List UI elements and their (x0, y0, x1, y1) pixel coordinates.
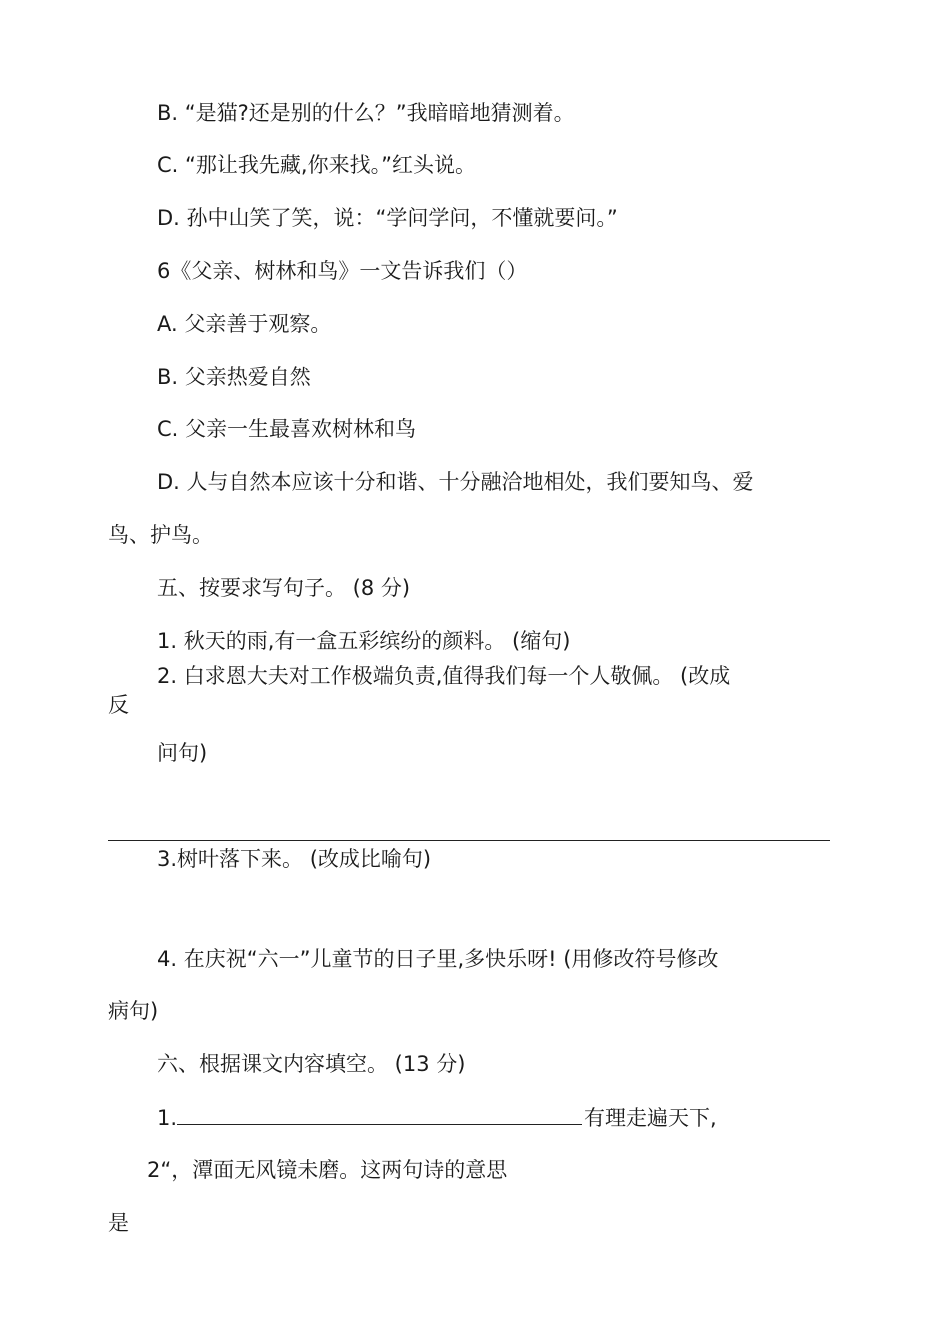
option-6c: C. 父亲一生最喜欢树林和鸟 (157, 417, 417, 441)
item-5-3: 3.树叶落下来。 (改成比喻句) (157, 847, 432, 871)
item-5-4-line2: 病句) (108, 999, 159, 1023)
fill-in-blank[interactable] (177, 1104, 582, 1125)
item-5-2-line3: 问句) (157, 741, 208, 765)
item-6-1 (157, 1104, 717, 1131)
item-6-2-line2: 是 (108, 1211, 129, 1235)
option-6b: B. 父亲热爱自然 (157, 365, 311, 389)
answer-line (108, 840, 830, 841)
option-5d: D. 孙中山笑了笑，说：“学问学问，不懂就要问。” (157, 206, 618, 230)
item-5-2-line1: 2. 白求恩大夫对工作极端负责,值得我们每一个人敬佩。 (改成 (157, 664, 731, 688)
section-5-heading: 五、按要求写句子。 (8 分) (157, 576, 411, 600)
question-6: 6《父亲、树林和鸟》一文告诉我们（） (157, 259, 528, 283)
item-6-2: 2“，潭面无风镜未磨。这两句诗的意思 (147, 1158, 508, 1182)
item-6-1-number: 1. (157, 1106, 178, 1130)
option-6d-line2: 鸟、护鸟。 (108, 523, 213, 547)
section-6-heading: 六、根据课文内容填空。 (13 分) (157, 1052, 466, 1076)
option-5b: B. “是猫?还是别的什么？”我暗暗地猜测着。 (157, 101, 575, 125)
option-6a: A. 父亲善于观察。 (157, 312, 332, 336)
item-5-2-line2: 反 (108, 693, 129, 717)
item-5-1: 1. 秋天的雨,有一盒五彩缤纷的颜料。 (缩句) (157, 629, 571, 653)
option-6d-line1: D. 人与自然本应该十分和谐、十分融洽地相处，我们要知鸟、爱 (157, 470, 754, 494)
item-6-1-text: 有理走遍天下, (584, 1106, 717, 1130)
item-5-4-line1: 4. 在庆祝“六一”儿童节的日子里,多快乐呀! (用修改符号修改 (157, 947, 719, 971)
option-5c: C. “那让我先藏,你来找。”红头说。 (157, 153, 476, 177)
